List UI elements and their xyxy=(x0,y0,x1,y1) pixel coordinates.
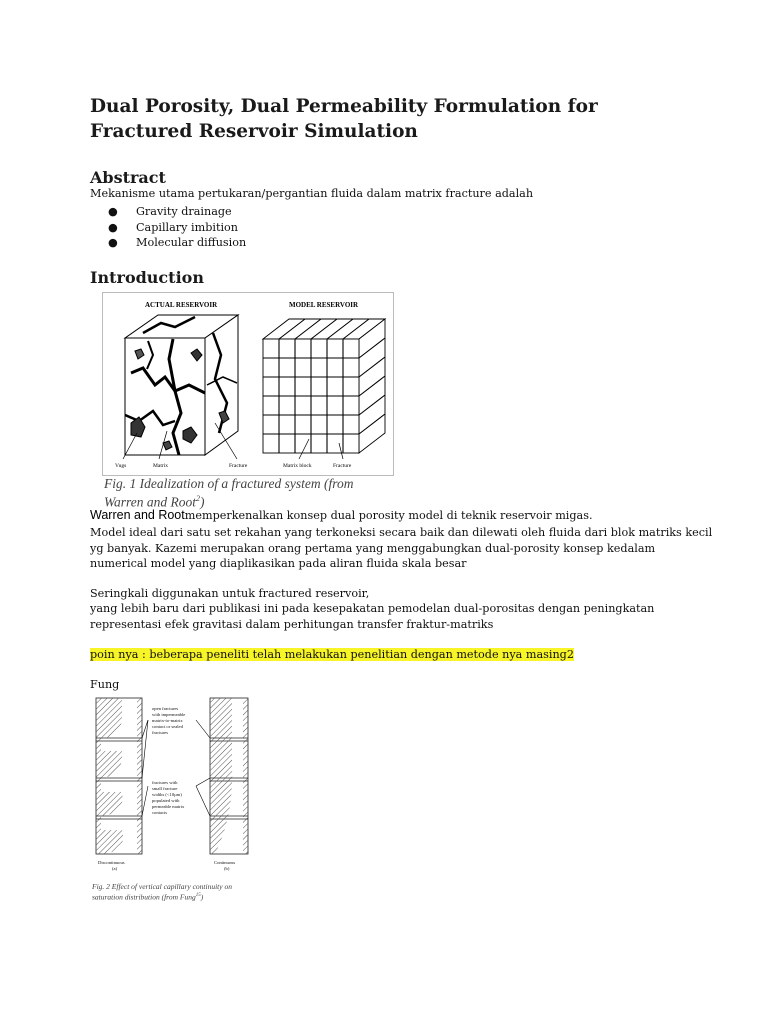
paragraph-line: representasi efek gravitasi dalam perhitungan transfer fraktur-matriks xyxy=(90,618,494,631)
figure-1-label-right: MODEL RESERVOIR xyxy=(289,301,359,309)
highlighted-note: poin nya : beberapa peneliti telah melakukan penelitian dengan metode nya masing2 xyxy=(90,648,574,661)
fig2-label-mid-5: permeable matrix xyxy=(152,804,185,809)
list-item: ● Capillary imbition xyxy=(108,220,238,234)
figure-2-caption: Fig. 2 Effect of vertical capillary continuity on saturation distribution (from Fung$^{15}$) xyxy=(92,882,232,902)
paragraph-line: Seringkali diggunakan untuk fractured reservoir, xyxy=(90,587,370,600)
fig2-label-top-4: contact or sealed xyxy=(152,724,183,729)
figure-2-illustration xyxy=(92,696,254,880)
bullet-icon: ● xyxy=(108,220,118,234)
callout-fracture: Fracture xyxy=(229,463,248,469)
fig2-right-sub: (b) xyxy=(224,866,230,871)
figure-1-illustration xyxy=(103,293,393,475)
fig2-label-mid-4: populated with xyxy=(152,798,180,803)
abstract-lead: Mekanisme utama pertukaran/pergantian fluida dalam matrix fracture adalah xyxy=(90,187,534,200)
discontinuous-column xyxy=(96,698,142,854)
callout-vugs: Vugs xyxy=(115,463,127,469)
model-reservoir-grid xyxy=(263,319,385,453)
paragraph-line: numerical model yang diaplikasikan pada aliran fluida skala besar xyxy=(90,557,467,570)
callout-matrix-block: Matrix block xyxy=(283,463,312,469)
figure-2-frame xyxy=(92,696,254,880)
bullet-icon: ● xyxy=(108,205,118,218)
fig2-label-top-5: fractures xyxy=(152,730,169,735)
paragraph-line: Model ideal dari satu set rekahan yang terkoneksi secara baik dan dilewati oleh fluida dari blok matriks kecil xyxy=(90,526,713,539)
fig2-label-top-2: with impermeable xyxy=(152,712,186,717)
fig2-label-mid-2: small fracture xyxy=(152,786,178,791)
abstract-bullet-list xyxy=(108,204,246,251)
fig2-right-label: Continuous xyxy=(214,860,236,865)
introduction-heading: Introduction xyxy=(90,268,204,287)
figure-1-label-left: ACTUAL RESERVOIR xyxy=(145,301,218,309)
paragraph-line: yang lebih baru dari publikasi ini pada kesepakatan pemodelan dual-porositas dengan peningkatan xyxy=(90,602,655,615)
fig2-label-mid-3: widths (<10µm) xyxy=(152,792,182,797)
figure-1-caption: Fig. 1 Idealization of a fractured system (from Warren and Root$^2$) xyxy=(104,476,354,510)
fig2-label-top-3: matrix-to-matrix xyxy=(152,718,183,723)
bullet-icon: ● xyxy=(108,236,118,249)
fung-label: Fung xyxy=(90,678,120,691)
fig2-left-label: Discontinuous xyxy=(98,860,125,865)
fig2-label-mid-1: fractures with xyxy=(152,780,178,785)
abstract-heading: Abstract xyxy=(90,168,166,187)
figure-1-frame xyxy=(102,292,394,476)
callout-matrix: Matrix xyxy=(153,463,168,469)
continuous-column xyxy=(210,698,248,854)
list-item: ● Molecular diffusion xyxy=(108,236,247,249)
fig2-label-mid-6: contacts xyxy=(152,810,168,815)
callout-fracture-model: Fracture xyxy=(333,463,352,469)
paragraph-warren-root: Warren and Rootmemperkenalkan konsep dual porosity model di teknik reservoir migas. xyxy=(90,508,593,522)
actual-reservoir-cube xyxy=(125,315,238,455)
page-title: Dual Porosity, Dual Permeability Formulation for Fractured Reservoir Simulation xyxy=(90,96,598,142)
fig2-left-sub: (a) xyxy=(112,866,118,871)
paragraph-line: yg banyak. Kazemi merupakan orang pertama yang menggabungkan dual-porosity konsep kedalam xyxy=(90,542,656,555)
list-item: ● Gravity drainage xyxy=(108,205,232,218)
fig2-label-top-1: open fractures xyxy=(152,706,179,711)
